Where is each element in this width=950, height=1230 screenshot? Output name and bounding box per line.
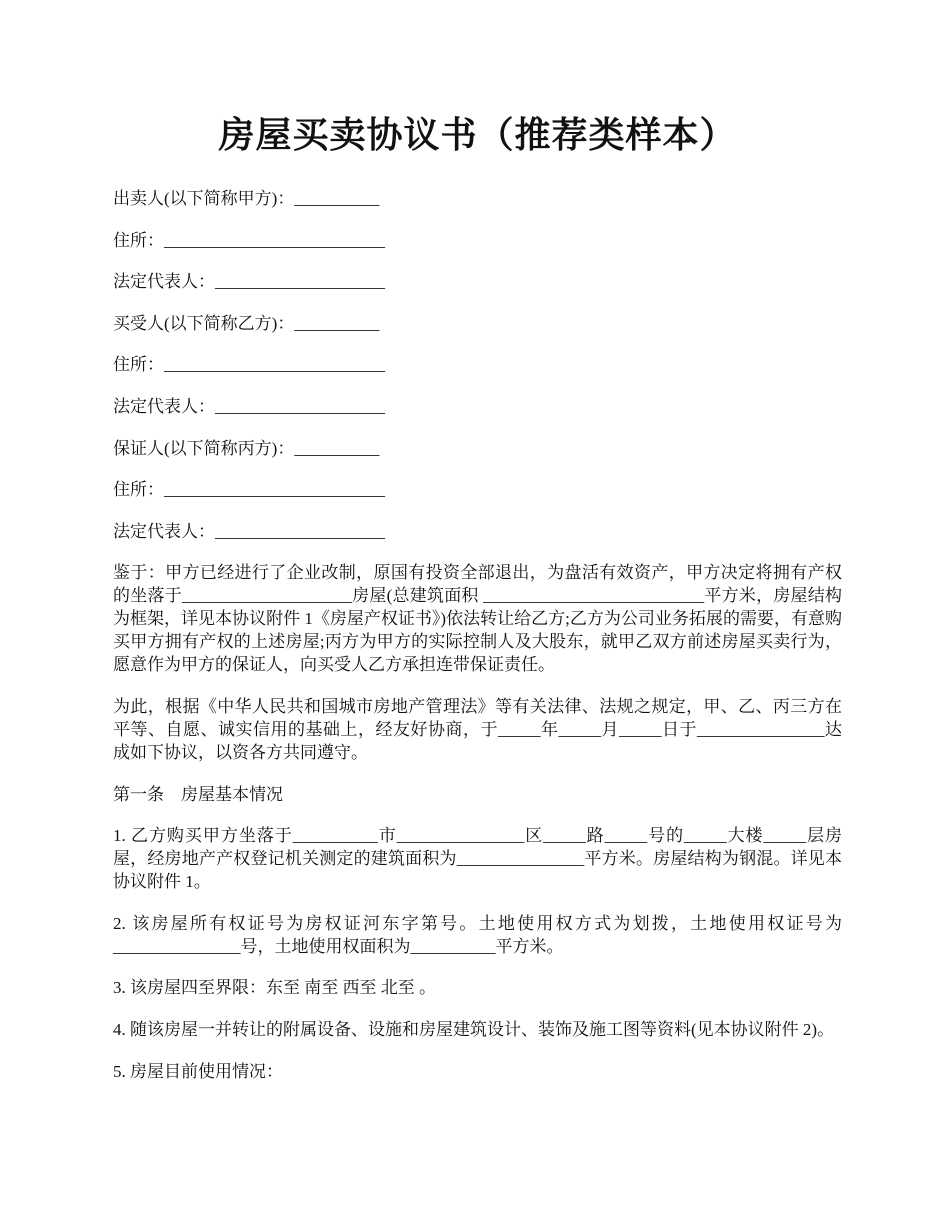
recital-paragraph: 鉴于：甲方已经进行了企业改制，原国有投资全部退出，为盘活有效资产，甲方决定将拥有产权的坐落于____________________房屋(总建筑面积 __________________________平方米，房屋结构为框架，详见本协议附件 1《房屋产权证书》)依法转让给乙方;乙方为公司业务拓展的需要，有意购买甲方拥有产权的上述房屋;丙方为甲方的实际控制人及大股东，就甲乙双方前述房屋买卖行为，愿意作为甲方的保证人，向买受人乙方承担连带保证责任。 bbox=[113, 563, 842, 675]
seller-representative-line: 法定代表人：____________________ bbox=[113, 272, 385, 292]
clause-1-5: 5. 房屋目前使用情况： bbox=[113, 1061, 283, 1081]
clause-1-3: 3. 该房屋四至界限：东至 南至 西至 北至 。 bbox=[113, 978, 436, 998]
seller-address-line: 住所：__________________________ bbox=[113, 230, 385, 250]
clause-1-4: 4. 随该房屋一并转让的附属设备、设施和房屋建筑设计、装饰及施工图等资料(见本协议附件 2)。 bbox=[113, 1019, 835, 1039]
clause-1-2: 2. 该房屋所有权证号为房权证河东字第号。土地使用权方式为划拨，土地使用权证号为_______________号，土地使用权面积为__________平方米。 bbox=[113, 913, 842, 956]
buyer-address-line: 住所：__________________________ bbox=[113, 355, 385, 375]
seller-name-line: 出卖人(以下简称甲方)：__________ bbox=[113, 189, 380, 208]
buyer-representative-line: 法定代表人：____________________ bbox=[113, 396, 385, 416]
clause-1-1: 1. 乙方购买甲方坐落于__________市_______________区_____路_____号的_____大楼_____层房屋，经房地产产权登记机关测定的建筑面积为_______________平方米。房屋结构为钢混。详见本协议附件 1。 bbox=[113, 826, 842, 892]
guarantor-name-line: 保证人(以下简称丙方)：__________ bbox=[113, 438, 380, 458]
guarantor-representative-line: 法定代表人：____________________ bbox=[113, 521, 385, 541]
buyer-name-line: 买受人(以下简称乙方)：__________ bbox=[113, 313, 380, 333]
guarantor-address-line: 住所：__________________________ bbox=[113, 480, 385, 500]
article-one-heading: 第一条 房屋基本情况 bbox=[113, 784, 283, 804]
document-title: 房屋买卖协议书（推荐类样本） bbox=[218, 115, 737, 155]
basis-paragraph: 为此，根据《中华人民共和国城市房地产管理法》等有关法律、法规之规定，甲、乙、丙三方在平等、自愿、诚实信用的基础上，经友好协商，于_____年_____月_____日于_______________达成如下协议，以资各方共同遵守。 bbox=[113, 696, 842, 762]
